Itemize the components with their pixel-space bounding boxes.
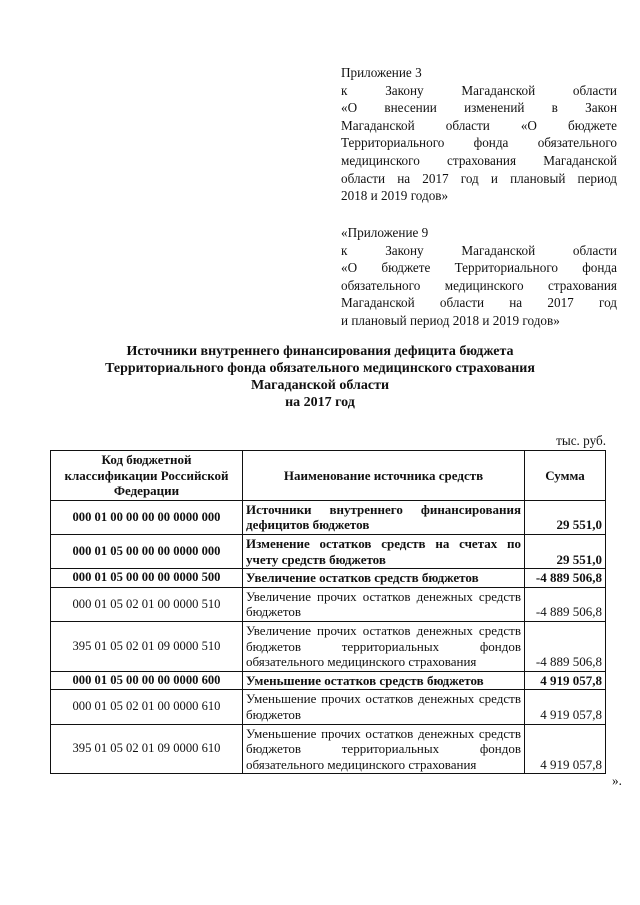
sum-cell: 4 919 057,8 <box>525 690 606 724</box>
name-cell: Увеличение прочих остатков денежных средств бюджетов <box>243 587 525 621</box>
column-header-sum: Сумма <box>525 451 606 501</box>
code-cell: 000 01 05 02 01 00 0000 510 <box>51 587 243 621</box>
code-cell: 000 01 05 02 01 00 0000 610 <box>51 690 243 724</box>
column-header-name: Наименование источника средств <box>243 451 525 501</box>
appendix-3-header <box>341 64 617 205</box>
appendix-line: области на 2017 год и плановый период <box>341 170 617 186</box>
appendix-line: Приложение 3 <box>341 65 422 80</box>
appendix-9-header <box>341 224 617 330</box>
appendix-line: и плановый период 2018 и 2019 годов» <box>341 312 560 328</box>
title-line: Территориального фонда обязательного медицинского страхования <box>105 361 535 376</box>
appendix-line: «О бюджете Территориального фонда <box>341 260 617 276</box>
table-row <box>51 569 606 588</box>
sum-cell: -4 889 506,8 <box>525 621 606 671</box>
table-row <box>51 534 606 568</box>
appendix-line: медицинского страхования Магаданской <box>341 152 617 168</box>
appendix-line: к Закону Магаданской области <box>341 242 617 258</box>
title-line: на 2017 год <box>285 395 355 410</box>
appendix-line: к Закону Магаданской области <box>341 82 617 98</box>
name-cell: Источники внутреннего финансирования дефицитов бюджетов <box>243 500 525 534</box>
appendix-line: Магаданской области «О бюджете <box>341 117 617 133</box>
name-cell: Увеличение прочих остатков денежных средств бюджетов территориальных фондов обязательного медицинского страхования <box>243 621 525 671</box>
sum-cell: -4 889 506,8 <box>525 569 606 588</box>
code-cell: 000 01 05 00 00 00 0000 500 <box>51 569 243 588</box>
table-row <box>51 587 606 621</box>
sum-cell: 4 919 057,8 <box>525 671 606 690</box>
table-header-row <box>51 451 606 501</box>
sum-cell: -4 889 506,8 <box>525 587 606 621</box>
table-row <box>51 621 606 671</box>
table-row <box>51 724 606 774</box>
document-title <box>40 343 600 411</box>
title-line: Источники внутреннего финансирования дефицита бюджета <box>126 344 514 359</box>
appendix-line: обязательного медицинского страхования <box>341 277 617 293</box>
code-cell: 000 01 05 00 00 00 0000 000 <box>51 534 243 568</box>
code-cell: 000 01 05 00 00 00 0000 600 <box>51 671 243 690</box>
appendix-line: Территориального фонда обязательного <box>341 135 617 151</box>
budget-sources-table <box>50 450 606 774</box>
name-cell: Увеличение остатков средств бюджетов <box>243 569 525 588</box>
appendix-line: «О внесении изменений в Закон <box>341 100 617 116</box>
table-row <box>51 671 606 690</box>
table-row <box>51 500 606 534</box>
table-row <box>51 690 606 724</box>
title-line: Магаданской области <box>250 378 390 393</box>
name-cell: Изменение остатков средств на счетах по учету средств бюджетов <box>243 534 525 568</box>
code-cell: 395 01 05 02 01 09 0000 610 <box>51 724 243 774</box>
table-body <box>51 500 606 774</box>
code-cell: 000 01 00 00 00 00 0000 000 <box>51 500 243 534</box>
appendix-line: Магаданской области на 2017 год <box>341 295 617 311</box>
appendix-line: 2018 и 2019 годов» <box>341 188 449 204</box>
appendix-line: «Приложение 9 <box>341 225 429 240</box>
name-cell: Уменьшение прочих остатков денежных средств бюджетов <box>243 690 525 724</box>
column-header-code: Код бюджетной классификации Российской Федерации <box>51 451 243 501</box>
sum-cell: 4 919 057,8 <box>525 724 606 774</box>
name-cell: Уменьшение остатков средств бюджетов <box>243 671 525 690</box>
code-cell: 395 01 05 02 01 09 0000 510 <box>51 621 243 671</box>
units-label: тыс. руб. <box>556 433 606 448</box>
sum-cell: 29 551,0 <box>525 534 606 568</box>
closing-quote-mark: ». <box>612 773 622 788</box>
sum-cell: 29 551,0 <box>525 500 606 534</box>
name-cell: Уменьшение прочих остатков денежных средств бюджетов территориальных фондов обязательного медицинского страхования <box>243 724 525 774</box>
